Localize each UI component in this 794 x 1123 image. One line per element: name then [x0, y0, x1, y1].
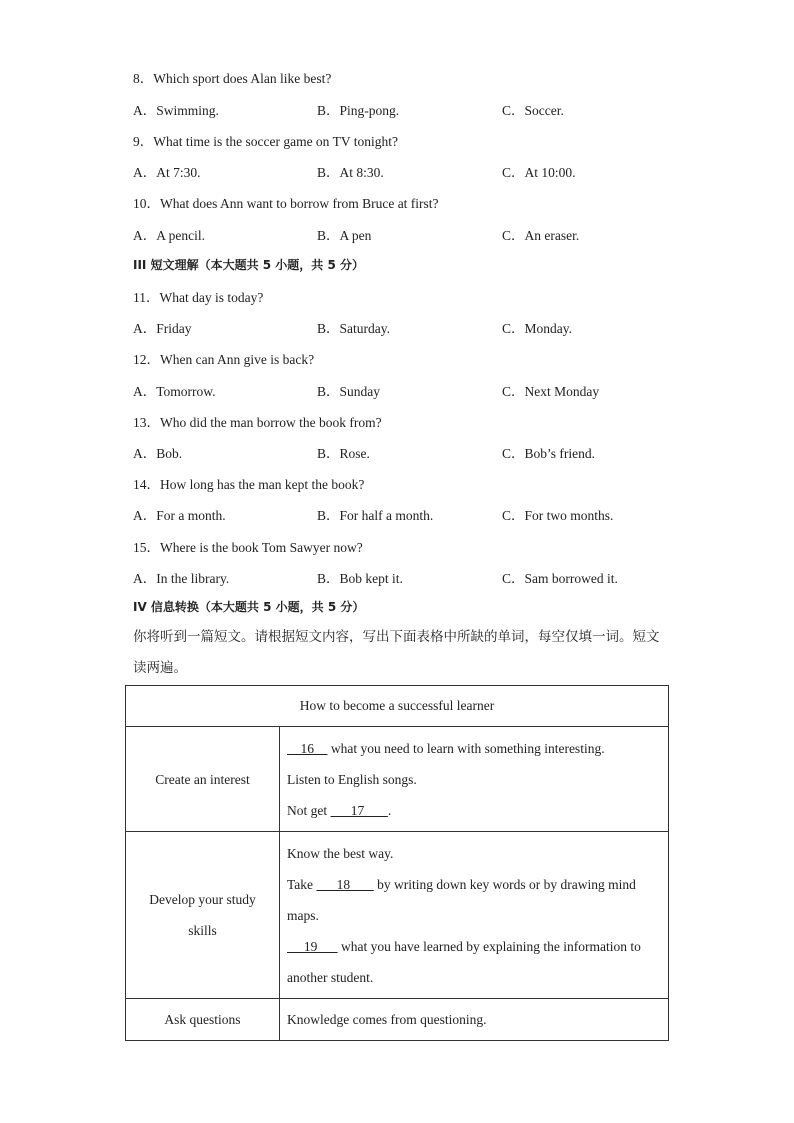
option-11a: A．Friday	[133, 321, 192, 336]
table-row	[126, 999, 669, 1041]
option-10c: C．An eraser.	[502, 228, 580, 243]
option-9c: C．At 10:00.	[502, 165, 576, 180]
question-8: 8．Which sport does Alan like best?	[133, 71, 332, 86]
option-10b: B．A pen	[317, 228, 372, 243]
instructions-text: 你将听到一篇短文。请根据短文内容，写出下面表格中所缺的单词，每空仅填一词。短文读两遍。	[133, 629, 660, 676]
line-text: .	[387, 802, 392, 818]
info-table	[125, 685, 669, 1041]
line-text: by writing down key words or by drawing mind maps.	[287, 876, 636, 923]
question-9: 9．What time is the soccer game on TV tonight?	[133, 134, 398, 149]
row-label-interest: Create an interest	[126, 727, 280, 832]
option-12a: A．Tomorrow.	[133, 384, 216, 399]
option-10a: A．A pencil.	[133, 228, 205, 243]
option-8a: A．Swimming.	[133, 103, 219, 118]
content-line: Know the best way.	[287, 845, 394, 861]
question-13: 13．Who did the man borrow the book from?	[133, 415, 382, 430]
option-12c: C．Next Monday	[502, 384, 600, 399]
option-15a: A．In the library.	[133, 571, 230, 586]
question-15: 15．Where is the book Tom Sawyer now?	[133, 540, 363, 555]
row-label-questions: Ask questions	[126, 999, 280, 1041]
content-line: Listen to English songs.	[287, 771, 417, 787]
row-content-questions: Knowledge comes from questioning.	[280, 999, 669, 1041]
table-title: How to become a successful learner	[126, 686, 669, 727]
section-heading-3: III 短文理解（本大题共 5 小题，共 5 分）	[133, 258, 364, 272]
line-text: what you need to learn with something interesting.	[327, 740, 605, 756]
option-9a: A．At 7:30.	[133, 165, 201, 180]
table-row	[126, 727, 669, 832]
option-11b: B．Saturday.	[317, 321, 390, 336]
section-heading-4: IV 信息转换（本大题共 5 小题，共 5 分）	[133, 600, 365, 614]
option-13c: C．Bob’s friend.	[502, 446, 595, 461]
option-9b: B．At 8:30.	[317, 165, 384, 180]
option-15b: B．Bob kept it.	[317, 571, 403, 586]
content-line	[287, 869, 668, 931]
option-11c: C．Monday.	[502, 321, 572, 336]
question-12: 12．When can Ann give is back?	[133, 352, 315, 367]
option-13b: B．Rose.	[317, 446, 370, 461]
line-text: Take	[287, 876, 317, 892]
option-14b: B．For half a month.	[317, 508, 434, 523]
blank-18[interactable]: 18	[316, 876, 374, 892]
option-14a: A．For a month.	[133, 508, 226, 523]
option-13a: A．Bob.	[133, 446, 183, 461]
line-text: Not get	[287, 802, 331, 818]
option-14c: C．For two months.	[502, 508, 614, 523]
content-line	[287, 733, 668, 764]
line-text: what you have learned by explaining the information to another student.	[287, 938, 641, 985]
blank-16[interactable]: 16	[287, 740, 328, 756]
blank-17[interactable]: 17	[330, 802, 388, 818]
question-10: 10．What does Ann want to borrow from Bruce at first?	[133, 196, 439, 211]
table-row	[126, 686, 669, 727]
table-row	[126, 832, 669, 999]
option-12b: B．Sunday	[317, 384, 381, 399]
content-line	[287, 795, 668, 826]
row-content-interest	[280, 727, 669, 832]
option-15c: C．Sam borrowed it.	[502, 571, 618, 586]
option-8b: B．Ping-pong.	[317, 103, 400, 118]
option-8c: C．Soccer.	[502, 103, 564, 118]
row-content-study-skills	[280, 832, 669, 999]
question-11: 11．What day is today?	[133, 290, 264, 305]
content-line	[287, 931, 668, 993]
question-14: 14．How long has the man kept the book?	[133, 477, 365, 492]
row-label-study-skills: Develop your study skills	[126, 832, 280, 999]
blank-19[interactable]: 19	[287, 938, 338, 954]
